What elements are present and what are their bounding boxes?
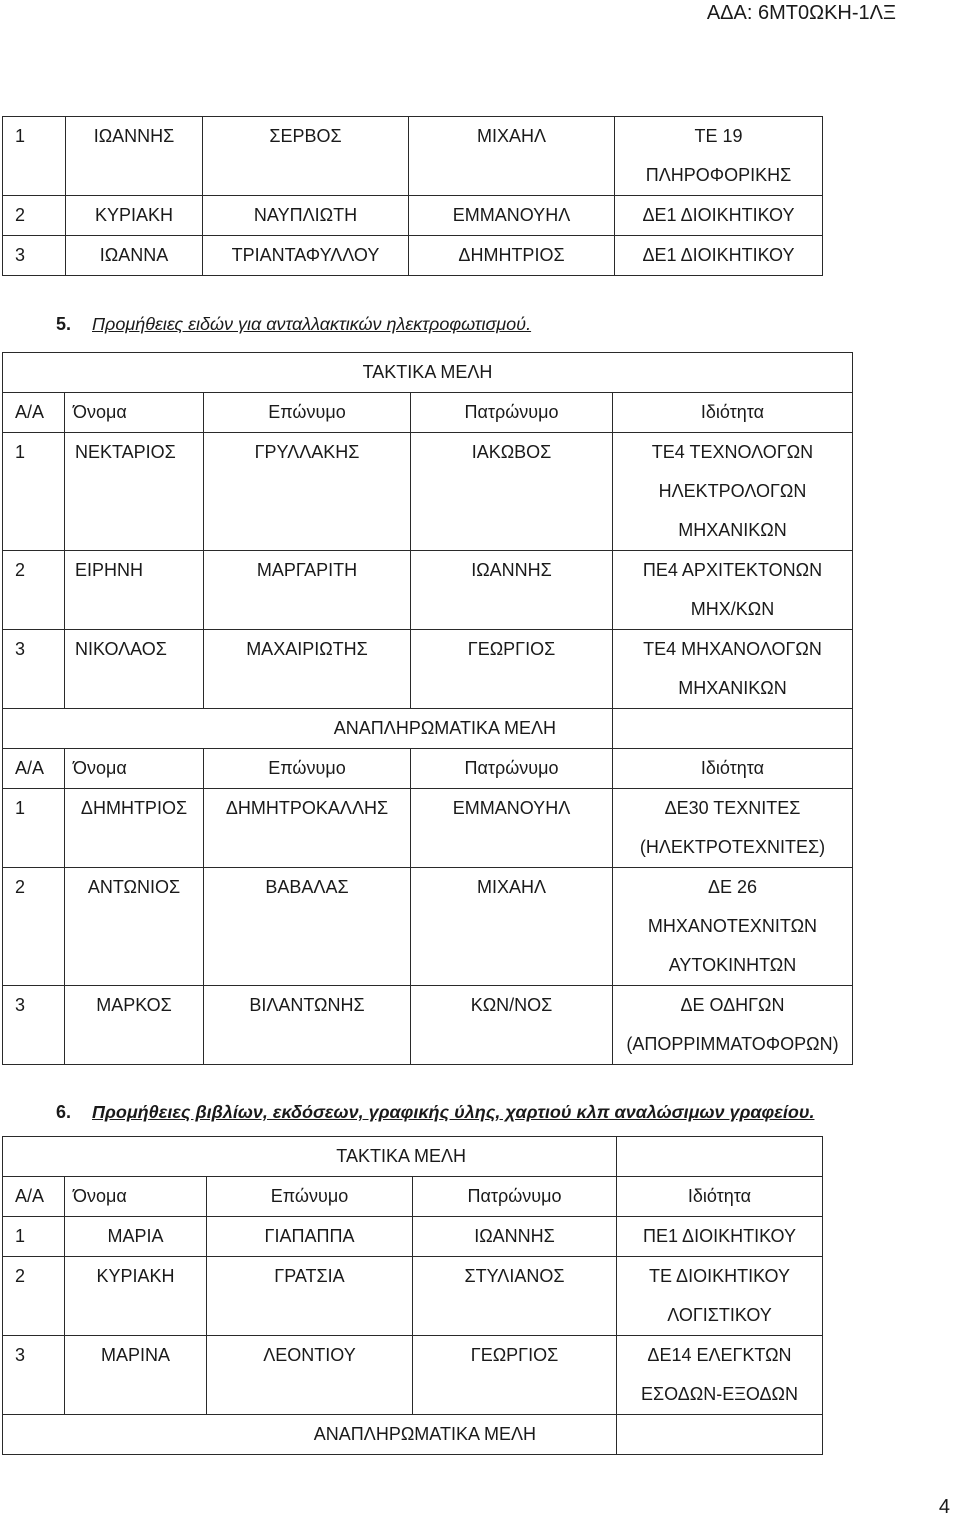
role bbox=[613, 433, 853, 551]
surname: ΝΑΥΠΛΙΩΤΗ bbox=[203, 196, 409, 236]
row-number: 2 bbox=[3, 551, 65, 630]
title-row bbox=[3, 353, 853, 393]
table-row bbox=[3, 789, 853, 868]
role-line: ΗΛΕΚΤΡΟΛΟΓΩΝ bbox=[658, 481, 807, 501]
surname: ΣΕΡΒΟΣ bbox=[203, 117, 409, 196]
first-name: ΚΥΡΙΑΚΗ bbox=[65, 1257, 207, 1336]
role-line: (ΗΛΕΚΤΡΟΤΕΧΝΙΤΕΣ) bbox=[639, 837, 826, 857]
row-number: 1 bbox=[3, 433, 65, 551]
father-name: ΕΜΜΑΝΟΥΗΛ bbox=[409, 196, 615, 236]
substitute-members-title: ΑΝΑΠΛΗΡΩΜΑΤΙΚΑ ΜΕΛΗ bbox=[3, 1415, 617, 1455]
father-name: ΙΩΑΝΝΗΣ bbox=[411, 551, 613, 630]
table-row bbox=[3, 117, 823, 196]
col-header-father: Πατρώνυμο bbox=[411, 749, 613, 789]
surname: ΓΡΥΛΛΑΚΗΣ bbox=[204, 433, 411, 551]
role-line: ΛΟΓΙΣΤΙΚΟΥ bbox=[667, 1305, 772, 1325]
table-row bbox=[3, 236, 823, 276]
col-header-num: Α/Α bbox=[3, 1177, 65, 1217]
surname: ΒΑΒΑΛΑΣ bbox=[204, 868, 411, 986]
table-row bbox=[3, 196, 823, 236]
role-line: ΠΕ4 ΑΡΧΙΤΕΚΤΟΝΩΝ bbox=[642, 560, 823, 580]
col-header-surname: Επώνυμο bbox=[207, 1177, 413, 1217]
table-row bbox=[3, 1336, 823, 1415]
empty-cell bbox=[613, 709, 853, 749]
role-line: ΔΕ 26 bbox=[707, 877, 758, 897]
role-line: ΜΗΧΑΝΙΚΩΝ bbox=[678, 678, 787, 698]
father-name: ΣΤΥΛΙΑΝΟΣ bbox=[413, 1257, 617, 1336]
header-row bbox=[3, 1177, 823, 1217]
role bbox=[613, 789, 853, 868]
role bbox=[613, 868, 853, 986]
table-row bbox=[3, 1257, 823, 1336]
role bbox=[617, 1257, 823, 1336]
role: ΔΕ1 ΔΙΟΙΚΗΤΙΚΟΥ bbox=[615, 236, 823, 276]
committee-table-previous bbox=[2, 116, 823, 276]
title-row bbox=[3, 1415, 823, 1455]
father-name: ΜΙΧΑΗΛ bbox=[409, 117, 615, 196]
first-name: ΙΩΑΝΝΗΣ bbox=[66, 117, 203, 196]
table-row bbox=[3, 630, 853, 709]
first-name: ΝΕΚΤΑΡΙΟΣ bbox=[65, 433, 204, 551]
table-row bbox=[3, 868, 853, 986]
col-header-num: Α/Α bbox=[3, 393, 65, 433]
surname: ΒΙΛΑΝΤΩΝΗΣ bbox=[204, 986, 411, 1065]
row-number: 3 bbox=[3, 630, 65, 709]
first-name: ΜΑΡΚΟΣ bbox=[65, 986, 204, 1065]
first-name: ΜΑΡΙΝΑ bbox=[65, 1336, 207, 1415]
father-name: ΚΩΝ/ΝΟΣ bbox=[411, 986, 613, 1065]
first-name: ΕΙΡΗΝΗ bbox=[65, 551, 204, 630]
col-header-name: Όνομα bbox=[65, 1177, 207, 1217]
father-name: ΙΩΑΝΝΗΣ bbox=[413, 1217, 617, 1257]
ada-code: ΑΔΑ: 6ΜΤ0ΩΚΗ-1ΛΞ bbox=[706, 2, 896, 24]
role bbox=[613, 630, 853, 709]
page-number: 4 bbox=[938, 1496, 950, 1518]
col-header-role: Ιδιότητα bbox=[617, 1177, 823, 1217]
empty-cell bbox=[617, 1137, 823, 1177]
row-number: 2 bbox=[3, 868, 65, 986]
role-line: ΔΕ14 ΕΛΕΓΚΤΩΝ bbox=[647, 1345, 792, 1365]
table-row bbox=[3, 551, 853, 630]
col-header-surname: Επώνυμο bbox=[204, 393, 411, 433]
role-line: ΔΕ ΟΔΗΓΩΝ bbox=[680, 995, 785, 1015]
surname: ΔΗΜΗΤΡΟΚΑΛΛΗΣ bbox=[204, 789, 411, 868]
committee-table-section-6 bbox=[2, 1136, 823, 1455]
role bbox=[613, 986, 853, 1065]
first-name: ΔΗΜΗΤΡΙΟΣ bbox=[65, 789, 204, 868]
first-name: ΚΥΡΙΑΚΗ bbox=[66, 196, 203, 236]
father-name: ΓΕΩΡΓΙΟΣ bbox=[411, 630, 613, 709]
role-line: ΕΣΟΔΩΝ-ΕΞΟΔΩΝ bbox=[640, 1384, 799, 1404]
row-number: 1 bbox=[3, 117, 66, 196]
regular-members-title: ΤΑΚΤΙΚΑ ΜΕΛΗ bbox=[3, 1137, 617, 1177]
father-name: ΕΜΜΑΝΟΥΗΛ bbox=[411, 789, 613, 868]
col-header-role: Ιδιότητα bbox=[613, 749, 853, 789]
role-line: ΑΥΤΟΚΙΝΗΤΩΝ bbox=[668, 955, 797, 975]
row-number: 3 bbox=[3, 986, 65, 1065]
row-number: 1 bbox=[3, 1217, 65, 1257]
father-name: ΜΙΧΑΗΛ bbox=[411, 868, 613, 986]
regular-members-title: ΤΑΚΤΙΚΑ ΜΕΛΗ bbox=[3, 353, 853, 393]
surname: ΜΑΧΑΙΡΙΩΤΗΣ bbox=[204, 630, 411, 709]
col-header-role: Ιδιότητα bbox=[613, 393, 853, 433]
section-title: Προμήθειες ειδών για ανταλλακτικών ηλεκτροφωτισμού. bbox=[92, 314, 532, 334]
role-line: ΤΕ4 ΜΗΧΑΝΟΛΟΓΩΝ bbox=[643, 639, 822, 659]
role bbox=[617, 1336, 823, 1415]
header-row bbox=[3, 749, 853, 789]
role-line: ΜΗΧΑΝΟΤΕΧΝΙΤΩΝ bbox=[647, 916, 818, 936]
col-header-name: Όνομα bbox=[65, 393, 204, 433]
surname: ΤΡΙΑΝΤΑΦΥΛΛΟΥ bbox=[203, 236, 409, 276]
row-number: 2 bbox=[3, 1257, 65, 1336]
role-line: ΠΛΗΡΟΦΟΡΙΚΗΣ bbox=[645, 165, 792, 185]
row-number: 3 bbox=[3, 236, 66, 276]
role-line: ΜΗΧ/ΚΩΝ bbox=[690, 599, 775, 619]
col-header-surname: Επώνυμο bbox=[204, 749, 411, 789]
role-line: ΔΕ30 ΤΕΧΝΙΤΕΣ bbox=[664, 798, 801, 818]
col-header-name: Όνομα bbox=[65, 749, 204, 789]
section-title: Προμήθειες βιβλίων, εκδόσεων, γραφικής ύλης, χαρτιού κλπ αναλώσιμων γραφείου. bbox=[92, 1102, 815, 1122]
role: ΠΕ1 ΔΙΟΙΚΗΤΙΚΟΥ bbox=[617, 1217, 823, 1257]
section-number: 5. bbox=[56, 314, 72, 334]
substitute-members-title: ΑΝΑΠΛΗΡΩΜΑΤΙΚΑ ΜΕΛΗ bbox=[3, 709, 613, 749]
first-name: ΙΩΑΝΝΑ bbox=[66, 236, 203, 276]
first-name: ΜΑΡΙΑ bbox=[65, 1217, 207, 1257]
father-name: ΓΕΩΡΓΙΟΣ bbox=[413, 1336, 617, 1415]
role: ΔΕ1 ΔΙΟΙΚΗΤΙΚΟΥ bbox=[615, 196, 823, 236]
surname: ΓΡΑΤΣΙΑ bbox=[207, 1257, 413, 1336]
title-row bbox=[3, 1137, 823, 1177]
surname: ΛΕΟΝΤΙΟΥ bbox=[207, 1336, 413, 1415]
title-row bbox=[3, 709, 853, 749]
father-name: ΔΗΜΗΤΡΙΟΣ bbox=[409, 236, 615, 276]
father-name: ΙΑΚΩΒΟΣ bbox=[411, 433, 613, 551]
role bbox=[613, 551, 853, 630]
role-line: (ΑΠΟΡΡΙΜΜΑΤΟΦΟΡΩΝ) bbox=[626, 1034, 839, 1054]
section-number: 6. bbox=[56, 1102, 72, 1122]
header-row bbox=[3, 393, 853, 433]
committee-table-section-5 bbox=[2, 352, 853, 1065]
role-line: ΤΕ 19 bbox=[694, 126, 743, 146]
col-header-father: Πατρώνυμο bbox=[413, 1177, 617, 1217]
col-header-num: Α/Α bbox=[3, 749, 65, 789]
role-line: ΤΕ ΔΙΟΙΚΗΤΙΚΟΥ bbox=[649, 1266, 790, 1286]
first-name: ΝΙΚΟΛΑΟΣ bbox=[65, 630, 204, 709]
role bbox=[615, 117, 823, 196]
first-name: ΑΝΤΩΝΙΟΣ bbox=[65, 868, 204, 986]
table-row bbox=[3, 433, 853, 551]
role-line: ΤΕ4 ΤΕΧΝΟΛΟΓΩΝ bbox=[651, 442, 814, 462]
empty-cell bbox=[617, 1415, 823, 1455]
table-row bbox=[3, 1217, 823, 1257]
section-heading-6 bbox=[56, 1102, 814, 1123]
role-line: ΜΗΧΑΝΙΚΩΝ bbox=[678, 520, 787, 540]
table-row bbox=[3, 986, 853, 1065]
section-heading-5 bbox=[56, 314, 531, 335]
col-header-father: Πατρώνυμο bbox=[411, 393, 613, 433]
row-number: 1 bbox=[3, 789, 65, 868]
row-number: 2 bbox=[3, 196, 66, 236]
surname: ΜΑΡΓΑΡΙΤΗ bbox=[204, 551, 411, 630]
surname: ΓΙΑΠΑΠΠΑ bbox=[207, 1217, 413, 1257]
row-number: 3 bbox=[3, 1336, 65, 1415]
